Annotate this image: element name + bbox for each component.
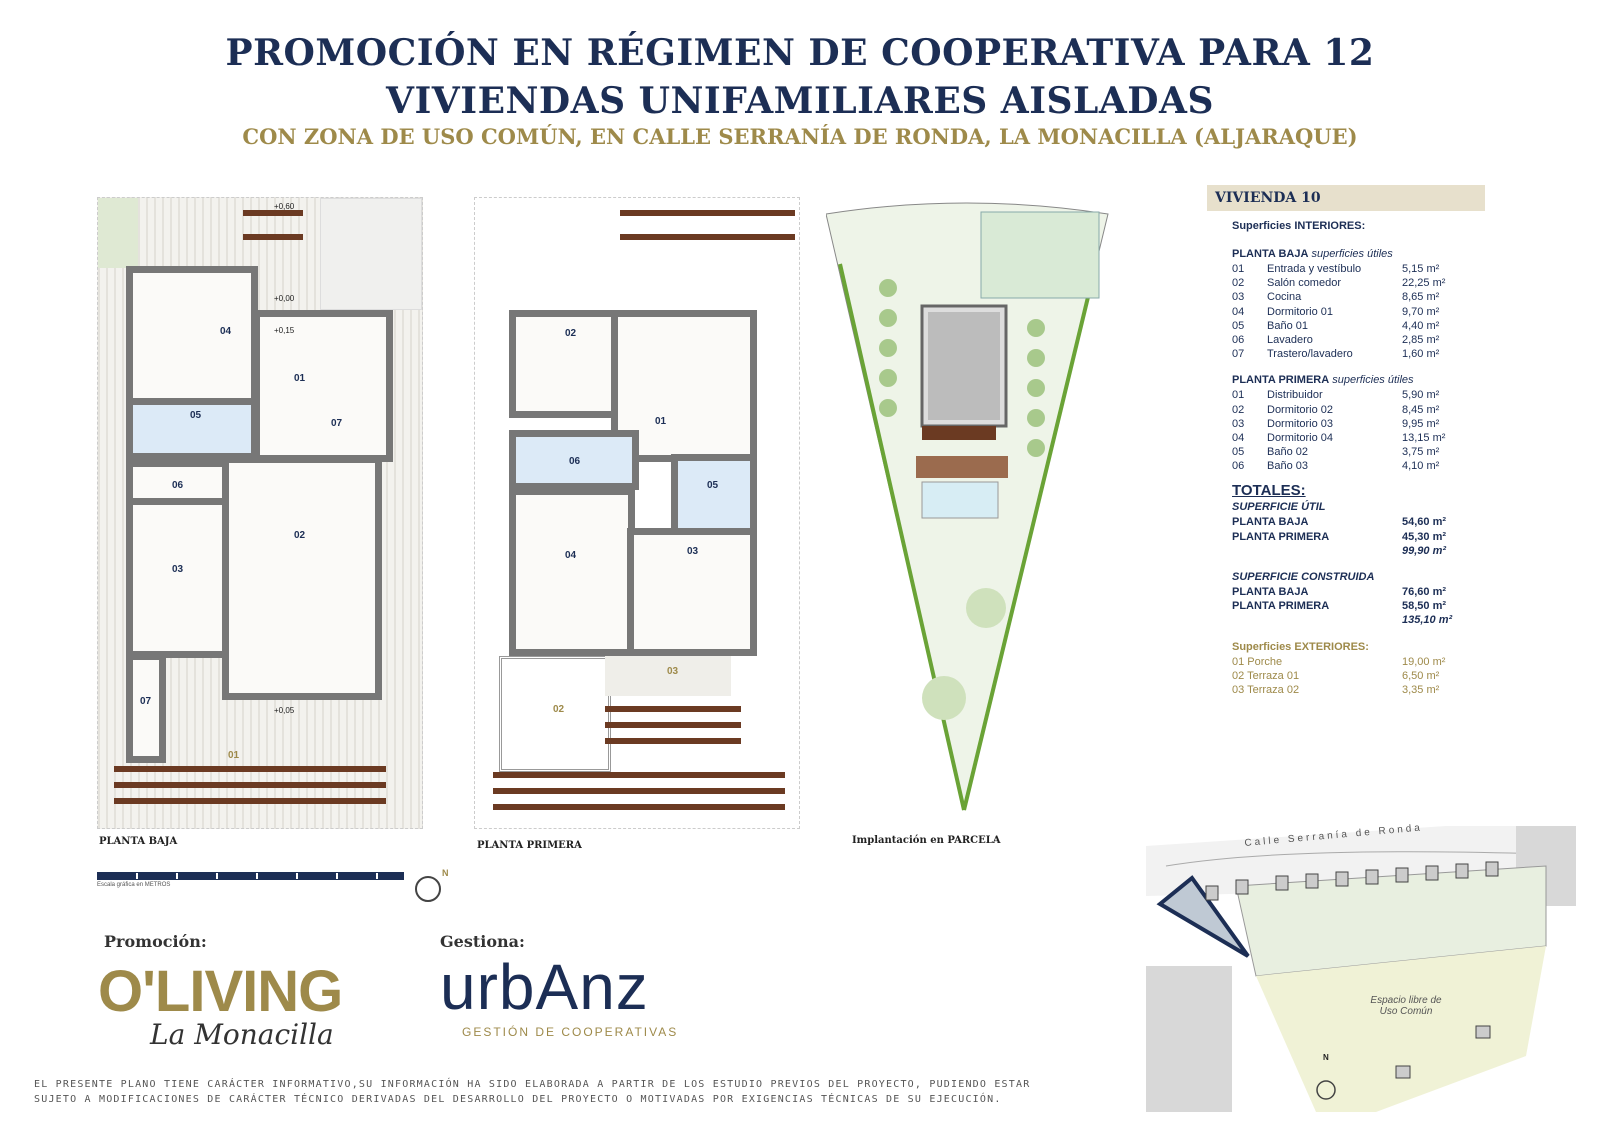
surface-n: 01 bbox=[1232, 263, 1245, 275]
surface-n: 05 bbox=[1232, 446, 1245, 459]
construida-row bbox=[1232, 586, 1492, 600]
room-label: 04 bbox=[220, 326, 232, 337]
construida-name: PLANTA BAJA bbox=[1232, 586, 1309, 598]
surface-area: 8,65 m² bbox=[1402, 291, 1440, 304]
level-mark: +0,05 bbox=[274, 706, 295, 715]
exterior-row bbox=[1232, 670, 1492, 684]
surface-row bbox=[1232, 291, 1492, 305]
surface-row bbox=[1232, 320, 1492, 334]
north-arrow-icon bbox=[415, 876, 441, 902]
exterior-area: 6,50 m² bbox=[1402, 669, 1440, 682]
surface-n: 05 bbox=[1232, 319, 1245, 332]
surface-area: 5,90 m² bbox=[1402, 389, 1440, 402]
planta-baja-heading bbox=[1232, 248, 1492, 263]
promocion-label: Promoción: bbox=[104, 932, 207, 951]
disclaimer-line-1: EL PRESENTE PLANO TIENE CARÁCTER INFORMATIVO,SU INFORMACIÓN HA SIDO ELABORADA A PARTIR DE LOS ESTUDIO PREVIOS DEL PROYECTO, PUDIENDO ESTAR bbox=[34, 1079, 1031, 1090]
surface-area: 22,25 m² bbox=[1402, 277, 1446, 290]
surface-name: Dormitorio 03 bbox=[1267, 417, 1334, 430]
pergola-beam bbox=[605, 706, 741, 712]
gestiona-label: Gestiona: bbox=[440, 932, 525, 951]
util-area: 45,30 m² bbox=[1402, 530, 1447, 543]
surface-area: 3,75 m² bbox=[1402, 446, 1440, 459]
urbanz-sub: GESTIÓN DE COOPERATIVAS bbox=[462, 1025, 679, 1039]
interiores-label: Superficies INTERIORES: bbox=[1232, 220, 1366, 232]
surface-row bbox=[1232, 446, 1492, 460]
planta-primera-sub: superficies útiles bbox=[1332, 374, 1414, 387]
surface-row bbox=[1232, 306, 1492, 320]
room-label: 01 bbox=[655, 416, 667, 427]
pergola-beam bbox=[605, 722, 741, 728]
exteriores-label: Superficies EXTERIORES: bbox=[1232, 640, 1369, 653]
surface-name: Trastero/lavadero bbox=[1267, 348, 1353, 361]
construida-total: 135,10 m² bbox=[1402, 614, 1453, 627]
deck-beam bbox=[114, 782, 386, 788]
room-label: 06 bbox=[172, 480, 184, 491]
disclaimer-line-2: SUJETO A MODIFICACIONES DE CARÁCTER TÉCNICO DERIVADAS DEL DESARROLLO DEL PROYECTO O MOTIVADAS POR EXIGENCIAS TÉCNICAS DE SU EJECUCIÓN. bbox=[34, 1094, 1002, 1105]
disclaimer bbox=[34, 1077, 1114, 1107]
surface-area: 9,95 m² bbox=[1402, 417, 1440, 430]
deck-beam bbox=[114, 798, 386, 804]
util-name: PLANTA PRIMERA bbox=[1232, 530, 1330, 543]
util-name: PLANTA BAJA bbox=[1232, 516, 1309, 529]
construida-area: 58,50 m² bbox=[1402, 600, 1447, 613]
bath-05 bbox=[671, 454, 757, 536]
driveway bbox=[320, 198, 422, 310]
surface-area: 1,60 m² bbox=[1402, 348, 1440, 361]
planta-primera-heading bbox=[1232, 374, 1492, 389]
map-common-area-label: Espacio libre de Uso Común bbox=[1370, 995, 1442, 1017]
surface-name: Baño 03 bbox=[1267, 460, 1308, 473]
surface-row bbox=[1232, 460, 1492, 474]
surface-area: 4,40 m² bbox=[1402, 319, 1440, 332]
surface-row bbox=[1232, 418, 1492, 432]
scale-bar bbox=[97, 872, 404, 880]
construida-area: 76,60 m² bbox=[1402, 586, 1447, 598]
surface-row bbox=[1232, 389, 1492, 403]
site-plan bbox=[826, 198, 1124, 824]
pergola-beam bbox=[620, 234, 795, 240]
room-label: 02 bbox=[565, 328, 577, 339]
surface-name: Lavadero bbox=[1267, 333, 1313, 346]
room-label: 03 bbox=[687, 546, 699, 557]
surface-name: Salón comedor bbox=[1267, 277, 1341, 290]
surface-row bbox=[1232, 432, 1492, 446]
room-label: 06 bbox=[569, 456, 581, 467]
surface-name: Dormitorio 01 bbox=[1267, 305, 1334, 318]
surface-row bbox=[1232, 348, 1492, 362]
surface-row bbox=[1232, 277, 1492, 291]
kitchen-03 bbox=[126, 498, 230, 658]
garden-patch bbox=[98, 198, 138, 268]
surface-n: 01 bbox=[1232, 389, 1245, 402]
surface-area: 4,10 m² bbox=[1402, 460, 1440, 473]
ground-floor-plan bbox=[97, 197, 423, 829]
scale-text: Escala gráfica en METROS bbox=[97, 882, 171, 888]
surface-n: 04 bbox=[1232, 305, 1245, 318]
monacilla-logo: La Monacilla bbox=[150, 1018, 334, 1051]
surface-n: 04 bbox=[1232, 431, 1245, 444]
construida-label: SUPERFICIE CONSTRUIDA bbox=[1232, 571, 1375, 583]
oliving-logo: O'LIVING bbox=[98, 959, 343, 1024]
room-label: 05 bbox=[190, 410, 202, 421]
exterior-area: 3,35 m² bbox=[1402, 683, 1440, 696]
bedroom-04 bbox=[509, 488, 635, 656]
exterior-name: 03 Terraza 02 bbox=[1232, 683, 1300, 696]
planta-baja-sub: superficies útiles bbox=[1311, 248, 1393, 260]
surface-n: 03 bbox=[1232, 291, 1245, 304]
urbanz-logo: urbAnz bbox=[440, 951, 649, 1023]
room-label: 02 bbox=[294, 530, 306, 541]
level-mark: +0,15 bbox=[274, 326, 295, 335]
title-line-1: PROMOCIÓN EN RÉGIMEN DE COOPERATIVA PARA 12 bbox=[225, 32, 1375, 74]
surface-area: 2,85 m² bbox=[1402, 333, 1440, 346]
room-label: 03 bbox=[172, 564, 184, 575]
deck-beam bbox=[114, 766, 386, 772]
bath-05 bbox=[126, 398, 258, 460]
surface-n: 07 bbox=[1232, 348, 1245, 361]
surface-name: Entrada y vestíbulo bbox=[1267, 263, 1362, 275]
construida-name: PLANTA PRIMERA bbox=[1232, 600, 1330, 613]
pergola-beam bbox=[493, 804, 785, 810]
surface-row bbox=[1232, 334, 1492, 348]
exterior-name: 01 Porche bbox=[1232, 655, 1283, 668]
util-label: SUPERFICIE ÚTIL bbox=[1232, 501, 1326, 514]
subtitle: CON ZONA DE USO COMÚN, EN CALLE SERRANÍA DE RONDA, LA MONACILLA (ALJARAQUE) bbox=[242, 124, 1358, 149]
pergola-beam bbox=[620, 210, 795, 216]
surface-name: Baño 02 bbox=[1267, 446, 1308, 459]
storage-07 bbox=[126, 653, 166, 763]
pergola-beam bbox=[243, 234, 303, 240]
surface-area: 9,70 m² bbox=[1402, 305, 1440, 318]
totales-label: TOTALES: bbox=[1232, 482, 1306, 500]
util-total: 99,90 m² bbox=[1402, 544, 1447, 557]
room-label: 07 bbox=[140, 696, 152, 707]
surface-table bbox=[1232, 220, 1492, 698]
room-label: 01 bbox=[228, 750, 240, 761]
bedroom-02 bbox=[509, 310, 619, 418]
level-mark: +0,00 bbox=[274, 294, 295, 303]
construida-total-row bbox=[1232, 614, 1492, 628]
surface-n: 03 bbox=[1232, 417, 1245, 430]
surface-area: 13,15 m² bbox=[1402, 431, 1446, 444]
exterior-row bbox=[1232, 656, 1492, 670]
util-area: 54,60 m² bbox=[1402, 516, 1447, 529]
first-floor-plan bbox=[474, 197, 800, 829]
room-label: 02 bbox=[553, 704, 565, 715]
north-label: N bbox=[442, 868, 449, 878]
bedroom-04 bbox=[126, 266, 258, 406]
location-map bbox=[1146, 826, 1576, 1112]
surface-row bbox=[1232, 404, 1492, 418]
surface-name: Dormitorio 02 bbox=[1267, 403, 1334, 416]
map-north-label: N bbox=[1323, 1053, 1329, 1062]
surface-n: 02 bbox=[1232, 403, 1245, 416]
pergola-beam bbox=[493, 772, 785, 778]
pergola-beam bbox=[493, 788, 785, 794]
pergola-beam bbox=[605, 738, 741, 744]
exterior-row bbox=[1232, 684, 1492, 698]
util-row bbox=[1232, 531, 1492, 545]
room-label: 05 bbox=[707, 480, 719, 491]
surface-area: 8,45 m² bbox=[1402, 403, 1440, 416]
living-02 bbox=[222, 456, 382, 700]
surface-name: Distribuidor bbox=[1267, 389, 1323, 402]
surface-n: 02 bbox=[1232, 277, 1245, 290]
surface-n: 06 bbox=[1232, 460, 1245, 473]
exterior-name: 02 Terraza 01 bbox=[1232, 669, 1300, 682]
surface-name: Dormitorio 04 bbox=[1267, 431, 1334, 444]
surface-row bbox=[1232, 263, 1492, 277]
map-street-label: Calle Serranía de Ronda bbox=[1244, 822, 1424, 849]
room-label: 07 bbox=[331, 418, 343, 429]
surface-area: 5,15 m² bbox=[1402, 263, 1440, 275]
title-line-2: VIVIENDAS UNIFAMILIARES AISLADAS bbox=[386, 80, 1214, 122]
util-row bbox=[1232, 516, 1492, 530]
caption-planta-baja: PLANTA BAJA bbox=[99, 836, 178, 847]
level-mark: +0,60 bbox=[274, 202, 295, 211]
surface-name: Cocina bbox=[1267, 291, 1302, 304]
room-label: 04 bbox=[565, 550, 577, 561]
caption-implantacion: Implantación en PARCELA bbox=[852, 835, 1001, 846]
planta-baja-label: PLANTA BAJA bbox=[1232, 248, 1309, 260]
construida-row bbox=[1232, 600, 1492, 614]
vivienda-header: VIVIENDA 10 bbox=[1207, 185, 1485, 211]
planta-primera-label: PLANTA PRIMERA bbox=[1232, 374, 1330, 387]
exterior-area: 19,00 m² bbox=[1402, 655, 1446, 668]
room-label: 03 bbox=[667, 666, 679, 677]
room-label: 01 bbox=[294, 373, 306, 384]
util-total-row bbox=[1232, 545, 1492, 559]
caption-planta-primera: PLANTA PRIMERA bbox=[477, 840, 582, 851]
surface-name: Baño 01 bbox=[1267, 319, 1308, 332]
surface-n: 06 bbox=[1232, 333, 1245, 346]
